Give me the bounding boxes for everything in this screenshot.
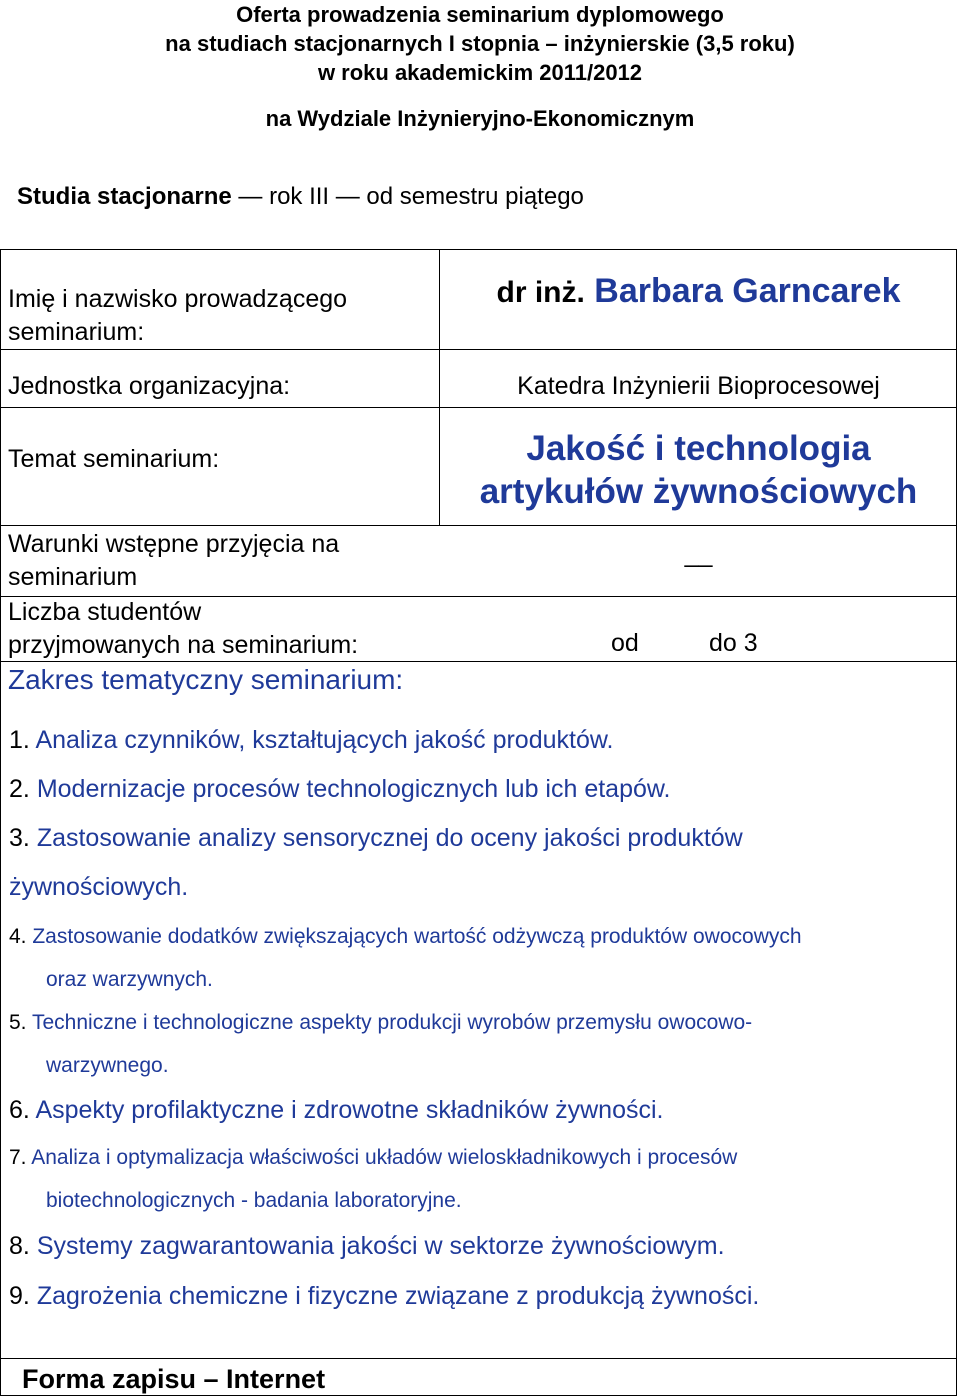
topic-text: Zastosowanie analizy sensorycznej do oceny jakości produktów <box>36 824 743 852</box>
students-to: do 3 <box>709 629 758 657</box>
topic-value-line-1: Jakość i technologia <box>526 429 871 468</box>
topic-item <box>9 1232 725 1261</box>
topic-number: 5. <box>9 1011 27 1034</box>
supervisor-name: Barbara Garncarek <box>594 272 901 310</box>
row-divider <box>0 349 957 350</box>
conditions-label-line-2: seminarium <box>8 563 138 591</box>
row-divider <box>0 1358 957 1359</box>
topic-text: Aspekty profilaktyczne i zdrowotne składników żywności. <box>35 1096 664 1124</box>
header-line-2: na studiach stacjonarnych I stopnia – inżynierskie (3,5 roku) <box>165 31 795 56</box>
topic-number: 2. <box>9 775 30 803</box>
topic-item <box>9 1011 752 1035</box>
topic-text: Zagrożenia chemiczne i fizyczne związane z produkcją żywności. <box>36 1282 760 1310</box>
topic-number: 6. <box>9 1096 30 1124</box>
supervisor-title: dr inż. <box>496 276 585 309</box>
topic-value-line-2: artykułów żywnościowych <box>479 472 918 511</box>
topic-number: 1. <box>9 726 30 754</box>
scope-label: Zakres tematyczny seminarium: <box>8 664 404 695</box>
topic-continuation: oraz warzywnych. <box>46 968 213 991</box>
topic-item <box>9 775 671 804</box>
students-label <box>8 596 358 662</box>
supervisor-value <box>440 272 957 311</box>
topic-number: 3. <box>9 824 30 852</box>
topic-number: 8. <box>9 1232 30 1260</box>
topic-continuation: warzywnego. <box>46 1054 169 1077</box>
conditions-label-line-1: Warunki wstępne przyjęcia na <box>8 530 340 558</box>
study-mode-heading <box>17 183 584 211</box>
topic-item <box>9 726 614 755</box>
topic-text: Modernizacje procesów technologicznych lub ich etapów. <box>36 775 671 803</box>
topic-text: Systemy zagwarantowania jakości w sektorze żywnościowym. <box>36 1232 725 1260</box>
conditions-label <box>8 528 339 594</box>
study-mode-bold: Studia stacjonarne <box>17 183 232 210</box>
topic-number: 9. <box>9 1282 30 1310</box>
study-mode-rest: — rok III — od semestru piątego <box>231 183 584 210</box>
topic-text: Techniczne i technologiczne aspekty produkcji wyrobów przemysłu owocowo- <box>31 1011 753 1034</box>
header-line-4: na Wydziale Inżynieryjno-Ekonomicznym <box>265 106 695 131</box>
students-label-line-2: przyjmowanych na seminarium: <box>8 631 359 659</box>
topic-text: Analiza czynników, kształtujących jakość produktów. <box>35 726 614 754</box>
students-label-line-1: Liczba studentów <box>8 598 202 626</box>
seminar-form-box <box>0 249 957 1396</box>
row-divider <box>0 407 957 408</box>
row-divider <box>0 525 957 526</box>
registration-method: Forma zapisu – Internet <box>22 1364 326 1394</box>
topic-continuation: żywnościowych. <box>9 873 189 901</box>
topic-item <box>9 925 802 949</box>
supervisor-label: Imię i nazwisko prowadzącego seminarium: <box>8 285 348 346</box>
topic-item <box>9 824 743 853</box>
topic-text: Zastosowanie dodatków zwiększających wartość odżywczą produktów owocowych <box>32 925 802 948</box>
header-line-1: Oferta prowadzenia seminarium dyplomowego <box>236 2 724 27</box>
topic-number: 4. <box>9 925 27 948</box>
topic-text: Analiza i optymalizacja właściwości układów wieloskładnikowych i procesów <box>31 1146 738 1169</box>
topic-label: Temat seminarium: <box>8 445 220 473</box>
students-from: od <box>611 629 639 657</box>
topic-item <box>9 1096 663 1125</box>
unit-label: Jednostka organizacyjna: <box>8 372 291 400</box>
topic-item <box>9 1282 759 1311</box>
conditions-value: __ <box>684 540 713 568</box>
unit-value: Katedra Inżynierii Bioprocesowej <box>517 372 880 400</box>
header-line-3: w roku akademickim 2011/2012 <box>317 60 643 85</box>
topic-continuation: biotechnologicznych - badania laboratoryjne. <box>46 1189 462 1212</box>
topic-item <box>9 1146 737 1170</box>
topic-number: 7. <box>9 1146 27 1169</box>
topic-value <box>440 427 957 513</box>
